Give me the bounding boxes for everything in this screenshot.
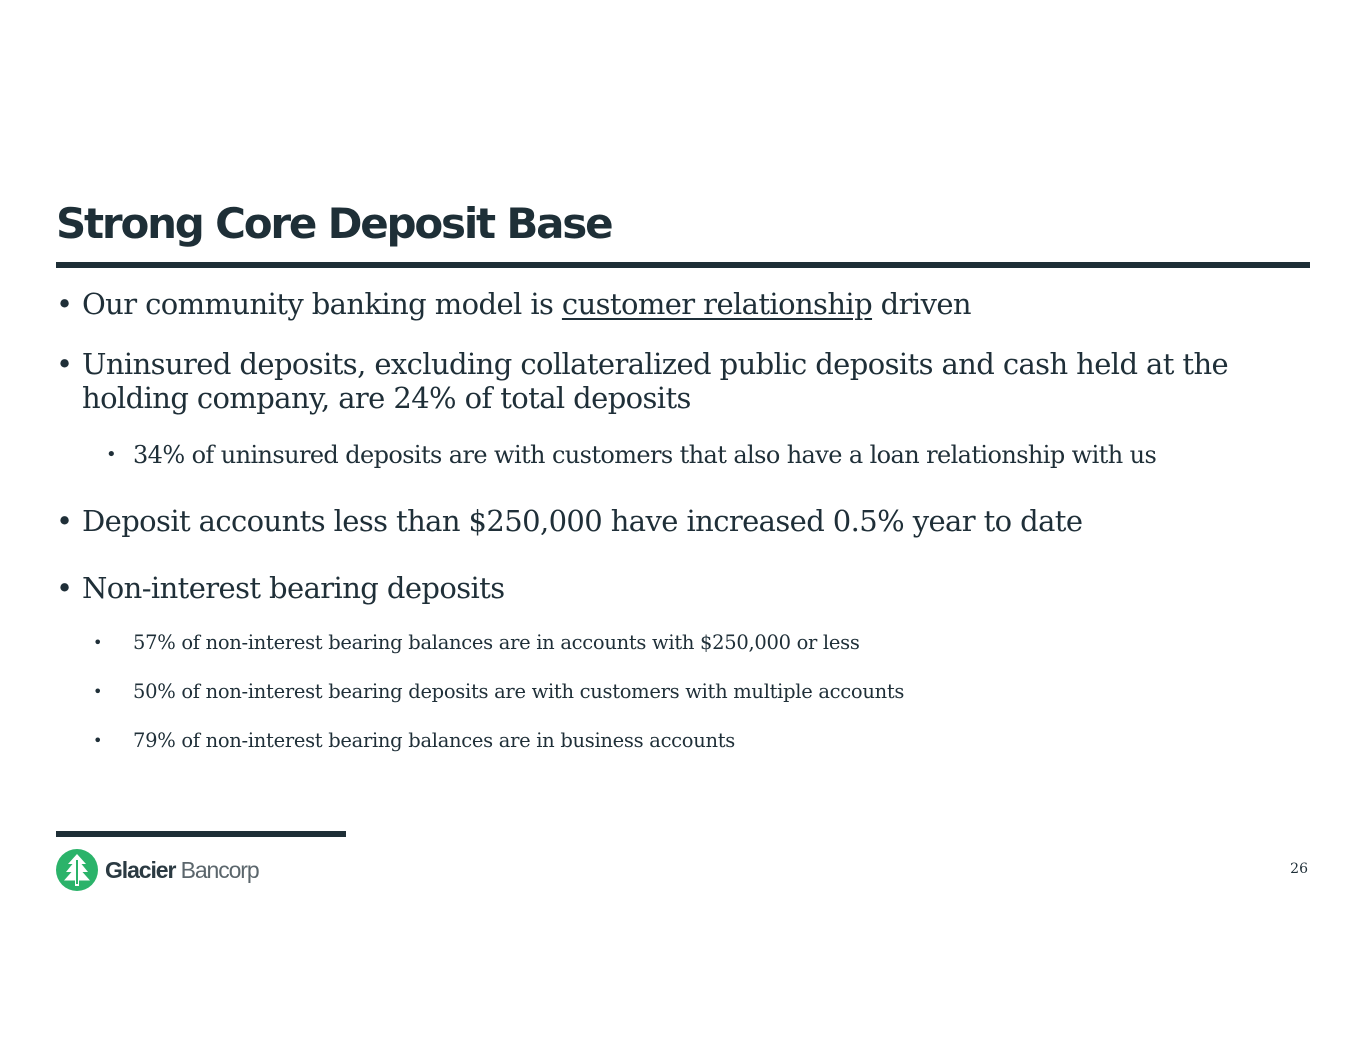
bullet-text: Deposit accounts less than $250,000 have increased 0.5% year to date	[82, 504, 1083, 538]
company-logo	[56, 849, 259, 891]
bullet-marker: •	[93, 731, 103, 750]
title-divider	[56, 262, 1310, 268]
underlined-phrase: customer relationship	[561, 287, 873, 321]
sub-bullet-text: 34% of uninsured deposits are with customers that also have a loan relationship with us	[133, 441, 1157, 469]
bullet-text-line2: holding company, are 24% of total deposits	[82, 381, 691, 415]
page-number: 26	[1290, 861, 1308, 877]
bullet-marker: •	[93, 633, 103, 652]
slide-title: Strong Core Deposit Base	[56, 199, 612, 248]
glacier-tree-icon	[56, 849, 98, 891]
bullet-marker: •	[56, 287, 73, 321]
sub-bullet-text: 57% of non-interest bearing balances are in accounts with $250,000 or less	[133, 631, 860, 654]
bullet-text-line1: Uninsured deposits, excluding collateralized public deposits and cash held at the	[82, 347, 1229, 381]
bullet-text: Non-interest bearing deposits	[82, 571, 505, 605]
sub-bullet-text: 50% of non-interest bearing deposits are with customers with multiple accounts	[133, 680, 905, 703]
bullet-marker: •	[93, 682, 103, 701]
bullet-text: Our community banking model is customer relationship driven	[82, 287, 971, 321]
bullet-marker: •	[106, 444, 117, 465]
sub-bullet-text: 79% of non-interest bearing balances are in business accounts	[133, 729, 736, 752]
bullet-marker: •	[56, 504, 73, 538]
bullet-marker: •	[56, 347, 73, 381]
footer-divider	[56, 831, 346, 837]
logo-wordmark: Glacier Bancorp	[105, 856, 259, 883]
bullet-marker: •	[56, 571, 73, 605]
